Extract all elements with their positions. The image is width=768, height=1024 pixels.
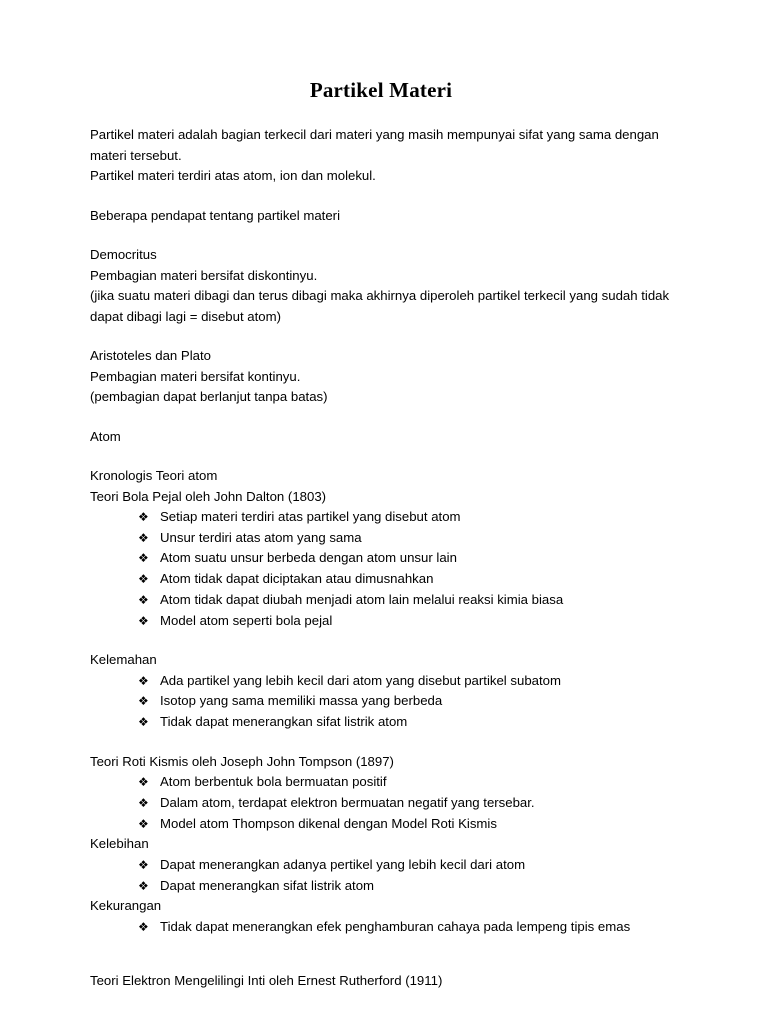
list-item	[138, 876, 672, 897]
spacer	[90, 938, 672, 960]
list-item-text: Model atom Thompson dikenal dengan Model Roti Kismis	[160, 815, 497, 831]
intro-paragraph-2: Partikel materi terdiri atas atom, ion dan molekul.	[90, 168, 376, 183]
theory-title-rutherford: Teori Elektron Mengelilingi Inti oleh Ernest Rutherford (1911)	[90, 972, 443, 988]
list-item-text: Model atom seperti bola pejal	[160, 612, 333, 628]
list-item	[138, 611, 672, 632]
list-item	[138, 793, 672, 814]
spacer	[90, 447, 672, 466]
theory-points-thompson	[90, 772, 672, 834]
intro-paragraph-1: Partikel materi adalah bagian terkecil dari materi yang masih mempunyai sifat yang sama dengan materi tersebut.	[90, 127, 659, 163]
subsection-label-kelemahan: Kelemahan	[90, 652, 157, 668]
atom-heading: Atom	[90, 428, 121, 444]
list-item-text: Unsur terdiri atas atom yang sama	[160, 529, 362, 545]
subsection-label-kelebihan: Kelebihan	[90, 836, 149, 852]
kronologis-heading: Kronologis Teori atom	[90, 468, 218, 483]
subsection-label-kekurangan: Kekurangan	[90, 898, 162, 914]
list-item	[138, 528, 672, 549]
list-item-text: Atom suatu unsur berbeda dengan atom unsur lain	[160, 550, 457, 566]
list-item-text: Isotop yang sama memiliki massa yang berbeda	[160, 693, 443, 709]
diamond-bullet-icon: ❖	[138, 715, 149, 730]
list-item-text: Setiap materi terdiri atas partikel yang disebut atom	[160, 509, 461, 524]
opinion-line-aristoteles-1: Pembagian materi bersifat kontinyu.	[90, 368, 301, 384]
spacer	[90, 226, 672, 245]
opinion-line-aristoteles-2: (pembagian dapat berlanjut tanpa batas)	[90, 389, 328, 404]
diamond-bullet-icon: ❖	[138, 551, 149, 566]
list-item-text: Atom berbentuk bola bermuatan positif	[160, 774, 387, 790]
theory-points-dalton	[90, 507, 672, 631]
opinion-line-democritus-2: (jika suatu materi dibagi dan terus dibagi maka akhirnya diperoleh partikel terkecil yang sudah tidak dapat dibagi lagi = disebut atom)	[90, 288, 670, 324]
list-item	[138, 814, 672, 835]
list-item	[138, 590, 672, 611]
diamond-bullet-icon: ❖	[138, 673, 149, 688]
theory-title-thompson: Teori Roti Kismis oleh Joseph John Tompson (1897)	[90, 753, 394, 769]
subsection-points-kelebihan	[90, 855, 672, 896]
diamond-bullet-icon: ❖	[138, 816, 149, 831]
diamond-bullet-icon: ❖	[138, 796, 149, 811]
diamond-bullet-icon: ❖	[138, 694, 149, 709]
list-item	[138, 671, 672, 692]
diamond-bullet-icon: ❖	[138, 592, 149, 607]
list-item-text: Dalam atom, terdapat elektron bermuatan negatif yang tersebar.	[160, 795, 535, 811]
diamond-bullet-icon: ❖	[138, 530, 149, 545]
spacer	[90, 408, 672, 427]
list-item-text: Dapat menerangkan adanya pertikel yang lebih kecil dari atom	[160, 856, 526, 872]
spacer	[90, 187, 672, 206]
opinion-line-democritus-1: Pembagian materi bersifat diskontinyu.	[90, 267, 318, 283]
spacer	[90, 327, 672, 346]
diamond-bullet-icon: ❖	[138, 510, 149, 524]
diamond-bullet-icon: ❖	[138, 613, 149, 628]
list-item	[138, 548, 672, 569]
list-item-text: Tidak dapat menerangkan efek penghamburan cahaya pada lempeng tipis emas	[160, 918, 631, 934]
list-item-text: Dapat menerangkan sifat listrik atom	[160, 877, 375, 893]
opinion-name-aristoteles: Aristoteles dan Plato	[90, 348, 211, 363]
opinion-name-democritus: Democritus	[90, 247, 157, 262]
list-item	[138, 917, 672, 938]
list-item-text: Tidak dapat menerangkan sifat listrik atom	[160, 714, 408, 730]
list-item-text: Atom tidak dapat diubah menjadi atom lain melalui reaksi kimia biasa	[160, 591, 564, 607]
list-item	[138, 569, 672, 590]
list-item	[138, 772, 672, 793]
list-item	[138, 855, 672, 876]
list-item	[138, 507, 672, 528]
subsection-points-kekurangan	[90, 917, 672, 938]
opinions-heading: Beberapa pendapat tentang partikel materi	[90, 207, 341, 223]
subsection-points-kelemahan	[90, 671, 672, 733]
list-item	[138, 691, 672, 712]
spacer	[90, 733, 672, 752]
theory-title-dalton: Teori Bola Pejal oleh John Dalton (1803)	[90, 488, 327, 504]
diamond-bullet-icon: ❖	[138, 919, 149, 934]
list-item-text: Atom tidak dapat diciptakan atau dimusnahkan	[160, 571, 434, 587]
diamond-bullet-icon: ❖	[138, 878, 149, 893]
page-title: Partikel Materi	[309, 78, 453, 102]
spacer	[90, 631, 672, 650]
diamond-bullet-icon: ❖	[138, 775, 149, 790]
diamond-bullet-icon: ❖	[138, 857, 149, 872]
list-item-text: Ada partikel yang lebih kecil dari atom yang disebut partikel subatom	[160, 672, 561, 688]
spacer	[90, 960, 672, 971]
list-item	[138, 712, 672, 733]
diamond-bullet-icon: ❖	[138, 572, 149, 587]
